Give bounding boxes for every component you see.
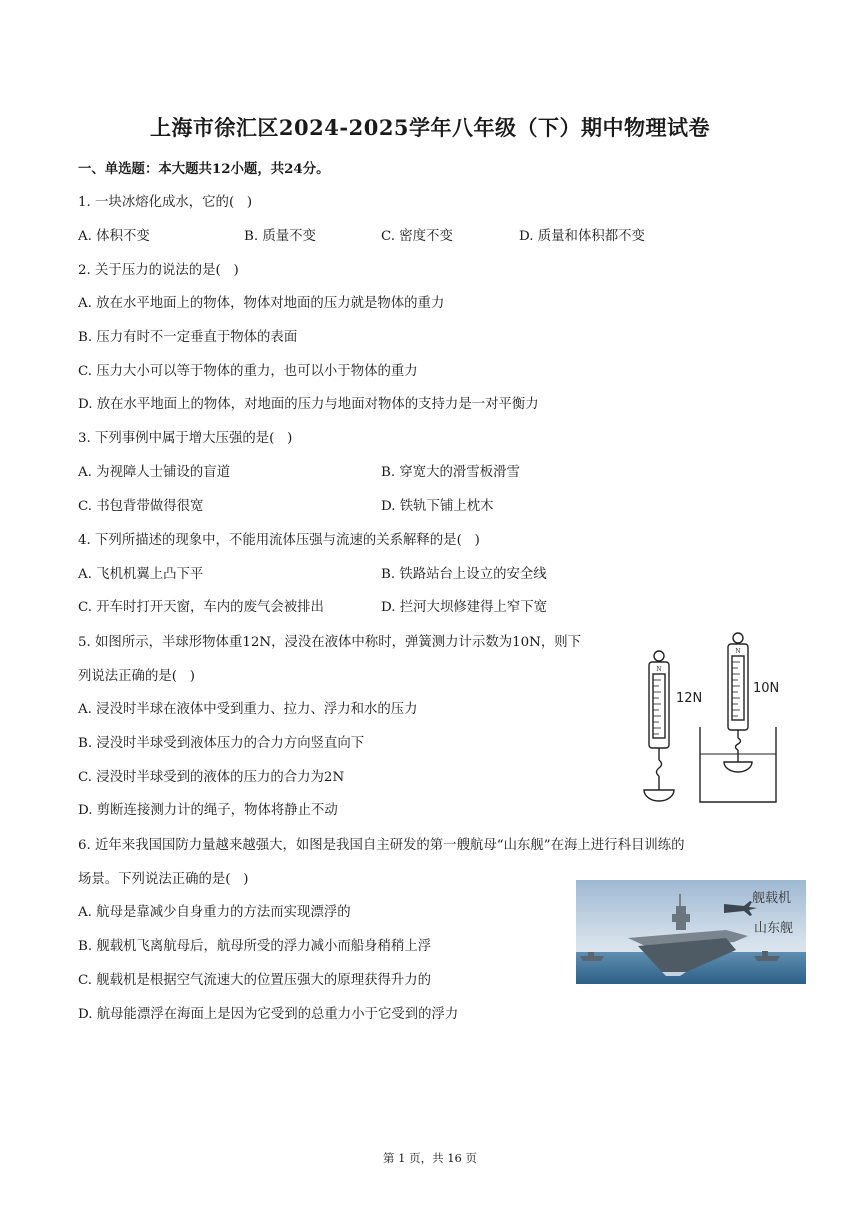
aircraft-carrier-photo <box>576 880 806 984</box>
q3-stem: 3. 下列事例中属于增大压强的是( ) <box>78 431 293 446</box>
q1-option-d: D. 质量和体积都不变 <box>519 229 645 244</box>
q4-option-a: A. 飞机机翼上凸下平 <box>78 567 204 582</box>
q2-option-a: A. 放在水平地面上的物体，物体对地面的压力就是物体的重力 <box>78 296 445 311</box>
q2-stem: 2. 关于压力的说法的是( ) <box>78 263 239 278</box>
q2-option-d: D. 放在水平地面上的物体，对地面的压力与地面对物体的支持力是一对平衡力 <box>78 397 539 412</box>
q4-option-c: C. 开车时打开天窗，车内的废气会被排出 <box>78 600 324 615</box>
q5-stem-line1: 5. 如图所示，半球形物体重12N，浸没在液体中称时，弹簧测力计示数为10N，则下 <box>78 635 582 650</box>
label-carrier-aircraft: 舰载机 <box>752 891 792 906</box>
q4-option-b: B. 铁路站台上设立的安全线 <box>381 567 547 582</box>
q5-option-b: B. 浸没时半球受到液体压力的合力方向竖直向下 <box>78 736 365 751</box>
spring-scale-left <box>644 651 674 801</box>
scale-letter-left: N <box>656 666 662 673</box>
q6-stem-line2: 场景。下列说法正确的是( ) <box>78 872 249 887</box>
q1-option-a: A. 体积不变 <box>78 229 150 244</box>
label-10n: 10N <box>753 681 780 696</box>
page-title: 上海市徐汇区2024-2025学年八年级（下）期中物理试卷 <box>149 115 711 140</box>
section-heading: 一、单选题：本大题共12小题，共24分。 <box>78 161 330 177</box>
q5-option-c: C. 浸没时半球受到的液体的压力的合力为2N <box>78 770 345 785</box>
q4-stem: 4. 下列所描述的现象中，不能用流体压强与流速的关系解释的是( ) <box>78 533 480 548</box>
q1-option-b: B. 质量不变 <box>244 229 316 244</box>
q3-option-c: C. 书包背带做得很宽 <box>78 499 204 514</box>
q5-stem-line2: 列说法正确的是( ) <box>78 669 195 684</box>
q1-stem: 1. 一块冰熔化成水，它的( ) <box>78 195 253 210</box>
q3-option-b: B. 穿宽大的滑雪板滑雪 <box>381 465 520 480</box>
q4-option-d: D. 拦河大坝修建得上窄下宽 <box>381 600 548 615</box>
q6-option-d: D. 航母能漂浮在海面上是因为它受到的总重力小于它受到的浮力 <box>78 1007 459 1022</box>
spring-scale-figure <box>636 630 788 808</box>
q3-option-d: D. 铁轨下铺上枕木 <box>381 499 494 514</box>
q6-option-b: B. 舰载机飞离航母后，航母所受的浮力减小而船身稍稍上浮 <box>78 939 432 954</box>
q2-option-b: B. 压力有时不一定垂直于物体的表面 <box>78 330 298 345</box>
q5-option-d: D. 剪断连接测力计的绳子，物体将静止不动 <box>78 803 338 818</box>
label-12n: 12N <box>676 691 703 706</box>
label-shandong-ship: 山东舰 <box>754 921 794 936</box>
spring-scale-right <box>700 633 776 802</box>
q1-option-c: C. 密度不变 <box>381 229 453 244</box>
scale-letter-right: N <box>735 648 741 655</box>
page-footer: 第 1 页，共 16 页 <box>382 1151 478 1165</box>
q6-stem-line1: 6. 近年来我国国防力量越来越强大，如图是我国自主研发的第一艘航母“山东舰”在海上进行科目训练的 <box>78 838 685 853</box>
q6-option-c: C. 舰载机是根据空气流速大的位置压强大的原理获得升力的 <box>78 973 432 988</box>
q5-option-a: A. 浸没时半球在液体中受到重力、拉力、浮力和水的压力 <box>78 702 418 717</box>
q2-option-c: C. 压力大小可以等于物体的重力，也可以小于物体的重力 <box>78 364 418 379</box>
q6-option-a: A. 航母是靠减少自身重力的方法而实现漂浮的 <box>78 905 351 920</box>
q3-option-a: A. 为视障人士铺设的盲道 <box>78 465 231 480</box>
